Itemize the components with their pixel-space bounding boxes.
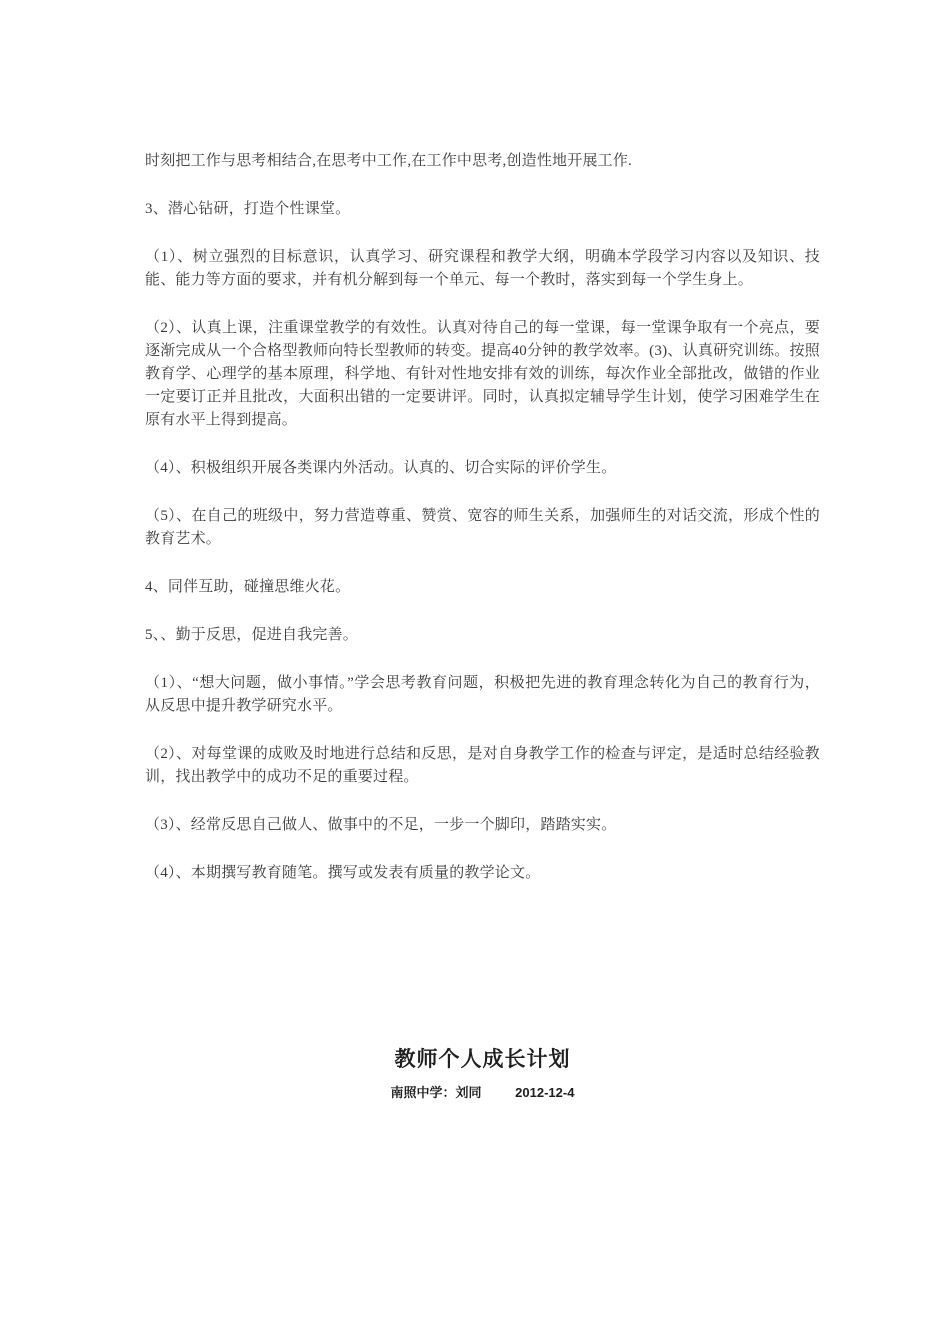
paragraph: 5、、勤于反思，促进自我完善。: [145, 627, 359, 643]
paragraph: （5）、在自己的班级中，努力营造尊重、赞赏、宽容的师生关系，加强师生的对话交流，形成个性的教育艺术。: [145, 508, 820, 547]
paragraph: （3）、经常反思自己做人、做事中的不足，一步一个脚印，踏踏实实。: [145, 817, 617, 833]
paragraph: （4）、积极组织开展各类课内外活动。认真的、切合实际的评价学生。: [145, 460, 617, 476]
document-date: 2012-12-4: [515, 1085, 575, 1100]
document-footer: [145, 1043, 820, 1101]
paragraph: 4、同伴互助，碰撞思维火花。: [145, 579, 351, 595]
document-byline: [145, 1082, 820, 1101]
school-author: 南照中学：刘同: [390, 1085, 482, 1100]
document-body: [145, 150, 820, 1101]
paragraph: （4）、本期撰写教育随笔。撰写或发表有质量的教学论文。: [145, 865, 541, 881]
paragraph: （1）、树立强烈的目标意识，认真学习、研究课程和教学大纲，明确本学段学习内容以及知识、技能、能力等方面的要求，并有机分解到每一个单元、每一个教时，落实到每一个学生身上。: [145, 249, 820, 288]
paragraph: 时刻把工作与思考相结合,在思考中工作,在工作中思考,创造性地开展工作.: [145, 153, 633, 169]
document-title: 教师个人成长计划: [394, 1048, 571, 1071]
paragraph: 3、潜心钻研，打造个性课堂。: [145, 201, 351, 217]
paragraph: （2）、认真上课，注重课堂教学的有效性。认真对待自己的每一堂课，每一堂课争取有一个亮点，要逐渐完成从一个合格型教师向特长型教师的转变。提高40分钟的教学效率。(3)、认真研究训练。按照教育学、心理学的基本原理，科学地、有针对性地安排有效的训练，每次作业全部批改，做错的作业一定要订正并且批改，大面积出错的一定要讲评。同时，认真拟定辅导学生计划，使学习困难学生在原有水平上得到提高。: [145, 320, 820, 428]
paragraph: （2）、对每堂课的成败及时地进行总结和反思，是对自身教学工作的检查与评定，是适时总结经验教训，找出教学中的成功不足的重要过程。: [145, 746, 820, 785]
paragraph: （1）、“想大问题，做小事情。”学会思考教育问题，积极把先进的教育理念转化为自己的教育行为，从反思中提升教学研究水平。: [145, 675, 820, 714]
